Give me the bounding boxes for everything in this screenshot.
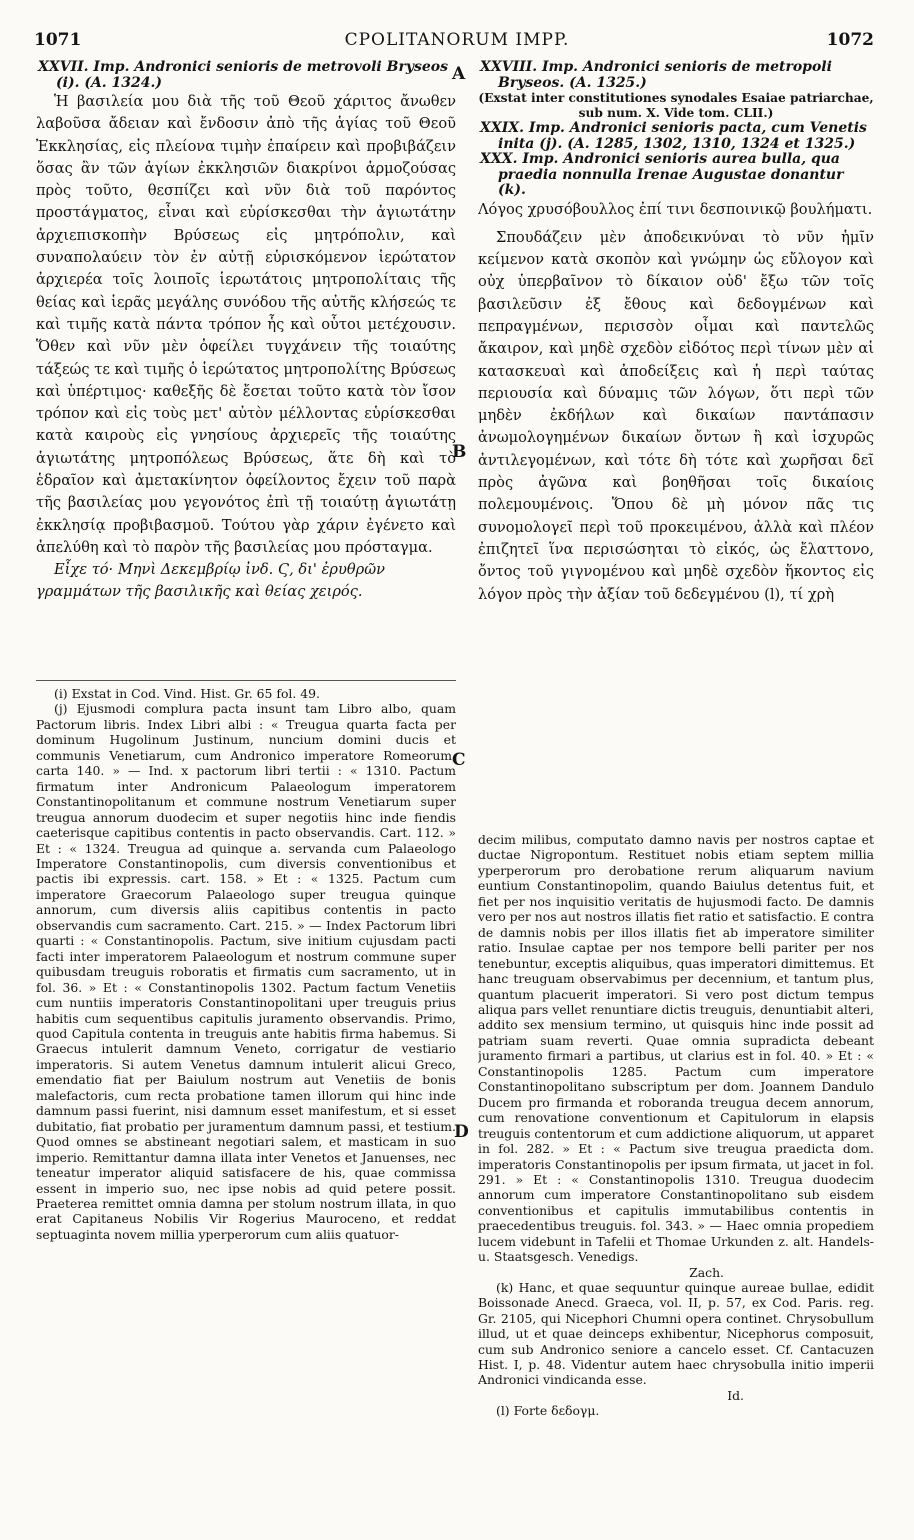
page-number-right: 1072	[826, 30, 874, 50]
left-column-footnotes	[36, 686, 456, 1516]
footnote-l: (l) Forte δεδογμ.	[496, 1402, 600, 1418]
running-head: CPOLITANORUM IMPP.	[344, 30, 570, 50]
margin-letter-c: C	[452, 750, 466, 770]
footnote-k-signature: Id.	[727, 1387, 744, 1403]
footnote-j: (j) Ejusmodi complura pacta insunt tam Libro albo, quam Pactorum libris. Index Libri albi : « Treugua quarta facta per dominum Hugolinum Justinum, nuncium domini ducis et communis Venetiarum, cum Andronico imperatore Romeorum, carta 140. » — Ind. x pactorum libri tertii : « 1310. Pactum firmatum inter Andronicum Palaeologum imperatorem Constantinopolitanum et commune nostrum Venetiarum super treugua annorum duodecim et super negotiis hinc inde fiendis caeterisque capitibus contentis in pacto observandis. Cart. 112. » Et : « 1324. Treugua ad quinque a. servanda cum Palaeologo Imperatore Constantinopolis, cum diversis conventionibus et pactis ibi expressis. cart. 158. » Et : « 1325. Pactum cum imperatore Graecorum Palaeologo super treugua quinque annorum, cum diversis aliis capitibus contentis in pacto observandis cum sacramento. Cart. 215. » — Index Pactorum libri quarti : « Constantinopolis. Pactum, sive initium cujusdam pacti facti inter imperatorem Palaeologum et nostrum commune super quibusdam treuguis roboratis et firmatis cum sacramento, ut in fol. 36. » Et : « Constantinopolis 1302. Pactum factum Venetiis cum nuntiis imperatoris Constantinopolitani uper treuguis prius habitis cum sequentibus capitulis juramento observandis. Primo, quod Capitula contenta in treuguis ante habitis firma habemus. Si Graecus intulerit damnum Veneto, corrigatur de vestiario imperatoris. Si autem Venetus damnum intulerit alicui Greco, emendatio fiat per Baiulum nostrum aut Venetiis de bonis malefactoris, cum recta probatione tamen illorum qui hinc inde damnum passi fuerint, nisi damnum esset manifestum, et si esset dubitatio, fiat probatio per juramentum damnum passi, et testium. Quod omnes se abstineant negotiari salem, et masticam in suo imperio. Remittantur damna illata inter Venetos et Januenses, nec teneatur imperator aliquid satisfacere de his, quae commissa essent in imperio suo, nec ipse nobis ad quid petere possit. Praeterea remittet omnia damna per stolum nostrum illata, in quo erat Capitaneus Nobilis Vir Rogerius Mauroceno, et reddat septuaginta novem millia yperperorum cum aliis quatuor-	[36, 701, 456, 1242]
left-column-main	[36, 60, 456, 678]
footnote-j-signature: Zach.	[689, 1264, 724, 1280]
footnote-rule	[36, 680, 456, 681]
footnote-k: (k) Hanc, et quae sequuntur quinque aureae bullae, edidit Boissonade Anecd. Graeca, vol. II, p. 57, ex Cod. Paris. reg. Gr. 2105, qui Nicephori Chumni opera continet. Chrysobullum illud, ut et quae deinceps exhibentur, Nicephorus composuit, cum sub Andronico seniore a cancelo esset. Cf. Cantacuzen Hist. I, p. 48. Videntur autem haec chrysobulla initio imperii Andronici vindicanda esse.	[478, 1279, 874, 1388]
signature-line: Εἶχε τό· Μηνὶ Δεκεμβρίῳ ἰνδ. Ϛ, δι' ἐρυθρῶν γραμμάτων τῆς βασιλικῆς καὶ θείας χειρός.	[36, 561, 385, 601]
page-header	[0, 30, 914, 60]
section-note-28: (Exstat inter constitutiones synodales Esaiae patriarchae, sub num. X. Vide tom. CLII.)	[478, 91, 874, 120]
section-heading-27: XXVII. Imp. Andronici senioris de metrovoli Bryseos (i). (A. 1324.)	[38, 60, 448, 91]
footnote-i: (i) Exstat in Cod. Vind. Hist. Gr. 65 fol. 49.	[54, 686, 320, 701]
footnote-j-continued: decim milibus, computato damno navis per nostros captae et ductae Nigropontum. Restituet nobis etiam septem millia yperperorum pro derobatione rerum aliquarum navium euntium Constantinopolim, quando Baiulus detentus fuit, et fiet per nos inquisitio veritatis de hujusmodi facto. De damnis vero per nos aut nostros illatis fiet ratio et satisfactio. E contra de damnis nobis per illos illatis fiet ab imperatore similiter ratio. Insulae captae per nos tempore belli pariter per nos tenebuntur, exceptis aliquibus, quas imperatori dimittemus. Et hanc treuguam observabimus per decennium, et tantum plus, quantum placuerit imperatori. Si vero post dictum tempus aliqua pars vellet renuntiare dictis treuguis, denuntiabit alteri, addito sex mensium termino, ut quisquis hinc inde possit ad patriam suam reverti. Quae omnia supradicta debeant juramento firmari a partibus, ut clarius est in fol. 40. » Et : « Constantinopolis 1285. Pactum cum imperatore Constantinopolitano subscriptum per dom. Joannem Dandulo Ducem pro firmanda et roboranda treugua decem annorum, cum renovatione conventionum et Capitulorum in elapsis treuguis contentorum et cum addictione aliquorum, ut apparet in fol. 282. » Et : « Pactum sive treugua praedicta dom. imperatoris Constantinopolis per ipsum firmata, ut jacet in fol. 291. » Et : « Constantinopolis 1310. Treugua duodecim annorum cum imperatore Constantinopolitano sub eisdem conventionibus et capitulis immutabilibus contentis in praecedentibus treuguis. fol. 343. » — Haec omnia propediem lucem videbunt in Tafelii et Thomae Urkunden z. alt. Handels- u. Staatsgesch. Venedigs.	[478, 832, 874, 1265]
margin-letter-a: A	[452, 64, 466, 84]
right-column-footnotes	[478, 832, 874, 1532]
section-heading-29: XXIX. Imp. Andronici senioris pacta, cum Venetis inita (j). (A. 1285, 1302, 1310, 1324 et 1325.)	[480, 120, 867, 152]
section-heading-30: XXX. Imp. Andronici senioris aurea bulla, qua praedia nonnulla Irenae Augustae donantur (k).	[480, 151, 844, 198]
margin-letter-d: D	[454, 1122, 469, 1142]
greek-text-27: Ἡ βασιλεία μου διὰ τῆς τοῦ Θεοῦ χάριτος ἄνωθεν λαβοῦσα ἄδειαν καὶ ἔνδοσιν ἀπὸ τῆς ἁγίας τοῦ Θεοῦ Ἐκκλησίας, εἰς πλείονα τιμὴν ἐπαίρειν καὶ προβιβάζειν ὅσας ἂν τῶν ἁγίων ἐκκλησιῶν διακρίνοι ἁρμοζούσας πρὸς τοῦτο, θεσπίζει καὶ νῦν διὰ τοῦ παρόντος προστάγματος, εἶναι καὶ εὑρίσκεσθαι τὴν ἁγιωτάτην ἀρχιεπισκοπὴν Βρύσεως εἰς μητρόπολιν, καὶ συναπολαύειν τὸν ἐν αὐτῇ εὑρισκόμενον ἱερώτατον ἀρχιερέα τοῖς λοιποῖς ἱερωτάτοις μητροπολίταις τῆς θείας καὶ ἱερᾶς μεγάλης συνόδου τῆς αὐτῆς κλήσεώς τε καὶ τιμῆς κατὰ πάντα τρόπον ἧς καὶ οὗτοι μετέχουσιν. Ὅθεν καὶ νῦν μὲν ὀφείλει τυγχάνειν τῆς τοιαύτης τάξεώς τε καὶ τιμῆς ὁ ἱερώτατος μητροπολίτης Βρύσεως καὶ ὑπέρτιμος· καθεξῆς δὲ ἔσεται τοῦτο κατὰ τὸν ἴσον τρόπον καὶ εἰς τοὺς μετ' αὐτὸν μέλλοντας εὑρίσκεσθαι κατὰ καιροὺς εἰς γνησίους ἀρχιερεῖς τῆς τοιαύτης ἁγιωτάτης μητροπόλεως Βρύσεως, ἅτε δὴ καὶ τὸ ἑδραῖον καὶ ἀμετακίνητον ὀφείλοντος ἔχειν τοῦ παρὰ τῆς βασιλείας μου γεγονότος ἐπὶ τῇ τοιαύτῃ ἁγιωτάτῃ ἐκκλησίᾳ προβιβασμοῦ. Τούτου γὰρ χάριν ἐγένετο καὶ ἀπελύθη καὶ τὸ παρὸν τῆς βασιλείας μου πρόσταγμα.	[36, 93, 456, 556]
margin-letter-b: B	[452, 442, 467, 462]
greek-text-30: Σπουδάζειν μὲν ἀποδεικνύναι τὸ νῦν ἡμῖν κείμενον κατὰ σκοπὸν καὶ γνώμην ὡς εὔλογον καὶ οὐχ ὑπερβαῖνον τὸ δίκαιον οὐδ' ἔξω τῶν τοῖς βασιλεῦσιν ἐξ ἔθους καὶ δεδογμένων καὶ πεπραγμένων, περισσὸν οἶμαι καὶ παντελῶς ἄκαιρον, καὶ μηδὲ σχεδὸν εἰδότος περὶ τίνων μὲν αἱ κατασκευαὶ καὶ ἀποδείξεις καὶ ἡ περὶ ταύτας περιουσία καὶ δύναμις τῶν λόγων, ὅτι περὶ τῶν μηδὲν ἐκδήλων καὶ δικαίων παντάπασιν ἀνωμολογημένων δικαίων ὄντων ἢ καὶ ἰσχυρῶς ἀντιλεγομένων, καὶ τότε δὴ τότε καὶ χωρῆσαι δεῖ πρὸς ἀγῶνα καὶ βοηθῆσαι τοῖς δικαίοις πολεμουμένοις. Ὅπου δὲ μὴ μόνον πᾶς τις συνομολογεῖ περὶ τοῦ προκειμένου, ἀλλὰ καὶ πλέον ἐπιζητεῖ ἵνα περισώσηται τὸ εἰκός, ὡς ἔλαττονο, ὄντος τοῦ γιγνομένου καὶ μηδὲ σχεδὸν ἥκοντος εἰς λόγον πρὸς τὴν ἀξίαν τοῦ δεδεγμένου (l), τί χρὴ	[478, 228, 874, 603]
page-number-left: 1071	[34, 30, 82, 50]
right-column-main	[478, 60, 874, 826]
greek-title-30: Λόγος χρυσόβουλλος ἐπί τινι δεσποινικῷ βουλήματι.	[478, 200, 873, 218]
section-heading-28: XXVIII. Imp. Andronici senioris de metropoli Bryseos. (A. 1325.)	[480, 60, 832, 91]
